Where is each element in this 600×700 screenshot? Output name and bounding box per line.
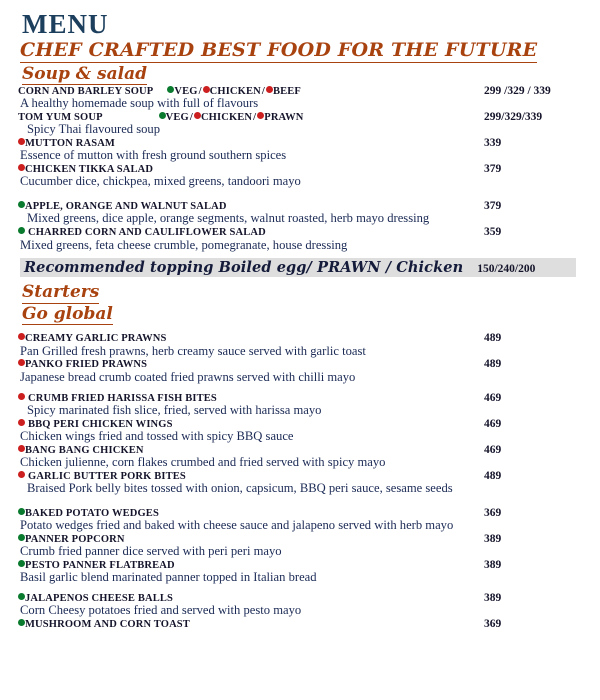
tagline: CHEF CRAFTED BEST FOOD FOR THE FUTURE <box>20 39 538 62</box>
section-gap <box>18 496 588 507</box>
menu-item-row <box>18 226 588 238</box>
nonveg-dot-icon <box>203 86 210 93</box>
section-gap <box>18 189 588 200</box>
variant-separator: / <box>253 112 257 124</box>
menu-item-row <box>18 507 588 519</box>
variant-label: CHICKEN <box>209 86 261 98</box>
item-price: 389 <box>484 558 502 571</box>
item-description: A healthy homemade soup with full of flavours <box>20 96 259 111</box>
variant-label: CHICKEN <box>200 112 253 124</box>
item-name: JALAPENOS CHEESE BALLS <box>25 592 174 604</box>
section-subheading-go-global-wrapper <box>18 304 588 326</box>
item-description: Chicken julienne, corn flakes crumbed and fried served with spicy mayo <box>20 454 386 469</box>
section-gap <box>18 585 588 592</box>
item-description: Potato wedges fried and baked with cheese sauce and jalapeno served with herb mayo <box>20 517 454 532</box>
item-price: 369 <box>484 617 502 630</box>
veg-dot-icon <box>18 593 25 600</box>
item-price: 469 <box>484 443 502 456</box>
item-price: 299 /329 / 339 <box>484 85 551 98</box>
item-name: PANKO FRIED PRAWNS <box>25 359 148 371</box>
item-description: Chicken wings fried and tossed with spicy BBQ sauce <box>20 428 294 443</box>
menu-item-row <box>18 332 588 344</box>
nonveg-dot-icon <box>194 112 201 119</box>
item-name: CHICKEN TIKKA SALAD <box>25 164 154 176</box>
variant-separator: / <box>261 86 265 98</box>
item-description: Japanese bread crumb coated fried prawns served with chilli mayo <box>20 369 356 384</box>
variant-label: BEEF <box>272 86 301 98</box>
variant-separator: / <box>189 112 193 124</box>
recommended-topping-price: 150/240/200 <box>477 263 536 276</box>
item-name: CRUMB FRIED HARISSA FISH BITES <box>28 392 217 404</box>
item-price: 359 <box>484 226 502 239</box>
variant-label: VEG <box>174 86 198 98</box>
item-name: BBQ PERI CHICKEN WINGS <box>28 418 173 430</box>
item-description: Basil garlic blend marinated panner topped in Italian bread <box>20 569 317 584</box>
item-name: APPLE, ORANGE AND WALNUT SALAD <box>25 201 227 213</box>
item-name: PANNER POPCORN <box>25 533 125 545</box>
nonveg-dot-icon <box>18 138 25 145</box>
veg-dot-icon <box>18 560 25 567</box>
item-price: 489 <box>484 469 502 482</box>
variant-label: PRAWN <box>264 112 304 124</box>
item-name: BAKED POTATO WEDGES <box>25 507 159 519</box>
menu-item-row <box>18 418 588 430</box>
item-description: Essence of mutton with fresh ground southern spices <box>20 148 287 163</box>
section-heading-soup-salad: Soup & salad <box>22 63 147 84</box>
variant-separator: / <box>198 86 202 98</box>
menu-item-row <box>18 358 588 370</box>
item-description: Pan Grilled fresh prawns, herb creamy sauce served with garlic toast <box>20 343 366 358</box>
item-name: TOM YUM SOUP <box>18 112 103 124</box>
section-heading-soup-salad-wrapper <box>18 64 588 86</box>
recommended-topping-text: Recommended topping Boiled egg/ PRAWN / Chicken <box>24 259 464 277</box>
nonveg-dot-icon <box>257 112 264 119</box>
menu-item-row <box>18 618 588 630</box>
item-name: CREAMY GARLIC PRAWNS <box>25 333 167 345</box>
item-description: Cucumber dice, chickpea, mixed greens, tandoori mayo <box>20 174 301 189</box>
menu-item-row <box>18 392 588 404</box>
nonveg-dot-icon <box>266 86 273 93</box>
section-heading-starters-wrapper <box>18 282 588 304</box>
item-description: Mixed greens, dice apple, orange segments, walnut roasted, herb mayo dressing <box>27 211 430 226</box>
item-price: 489 <box>484 332 502 345</box>
veg-dot-icon <box>18 227 25 234</box>
item-price: 389 <box>484 591 502 604</box>
item-price: 489 <box>484 358 502 371</box>
section-gap <box>18 385 588 392</box>
section-heading-starters: Starters <box>22 282 100 303</box>
item-name: GARLIC BUTTER PORK BITES <box>28 470 186 482</box>
item-name: PESTO PANNER FLATBREAD <box>25 559 175 571</box>
section-gap <box>18 325 588 332</box>
item-name: CHARRED CORN AND CAULIFLOWER SALAD <box>28 227 266 239</box>
menu-item-row <box>18 444 588 456</box>
item-description: Corn Cheesy potatoes fried and served with pesto mayo <box>20 602 302 617</box>
veg-dot-icon <box>18 619 25 626</box>
veg-dot-icon <box>159 112 166 119</box>
item-price: 379 <box>484 200 502 213</box>
item-description: Braised Pork belly bites tossed with onion, capsicum, BBQ peri sauce, sesame seeds <box>27 480 453 495</box>
item-name: BANG BANG CHICKEN <box>25 444 144 456</box>
item-description: Crumb fried panner dice served with peri peri mayo <box>20 543 282 558</box>
item-name: MUSHROOM AND CORN TOAST <box>25 618 190 630</box>
item-description: Spicy marinated fish slice, fried, served with harissa mayo <box>27 402 322 417</box>
recommended-topping-banner <box>20 258 576 277</box>
item-price: 369 <box>484 506 502 519</box>
nonveg-dot-icon <box>18 359 25 366</box>
nonveg-dot-icon <box>18 419 25 426</box>
item-name: CORN AND BARLEY SOUP <box>18 86 154 98</box>
page-title: MENU <box>22 9 109 39</box>
item-price: 389 <box>484 532 502 545</box>
item-description: Mixed greens, feta cheese crumble, pomegranate, house dressing <box>20 237 348 252</box>
nonveg-dot-icon <box>18 471 25 478</box>
nonveg-dot-icon <box>18 445 25 452</box>
item-price: 469 <box>484 391 502 404</box>
veg-dot-icon <box>18 201 25 208</box>
veg-dot-icon <box>167 86 174 93</box>
item-price: 469 <box>484 417 502 430</box>
tagline-wrapper <box>18 40 588 63</box>
item-name: MUTTON RASAM <box>25 138 115 150</box>
veg-dot-icon <box>18 534 25 541</box>
section-subheading-go-global: Go global <box>22 303 113 324</box>
nonveg-dot-icon <box>18 333 25 340</box>
nonveg-dot-icon <box>18 164 25 171</box>
menu-item-row <box>18 470 588 482</box>
veg-dot-icon <box>18 508 25 515</box>
item-price: 339 <box>484 137 502 150</box>
item-price: 379 <box>484 163 502 176</box>
item-description: Spicy Thai flavoured soup <box>27 122 161 137</box>
variant-label: VEG <box>165 112 189 124</box>
item-price: 299/329/339 <box>484 111 543 124</box>
nonveg-dot-icon <box>18 393 25 400</box>
